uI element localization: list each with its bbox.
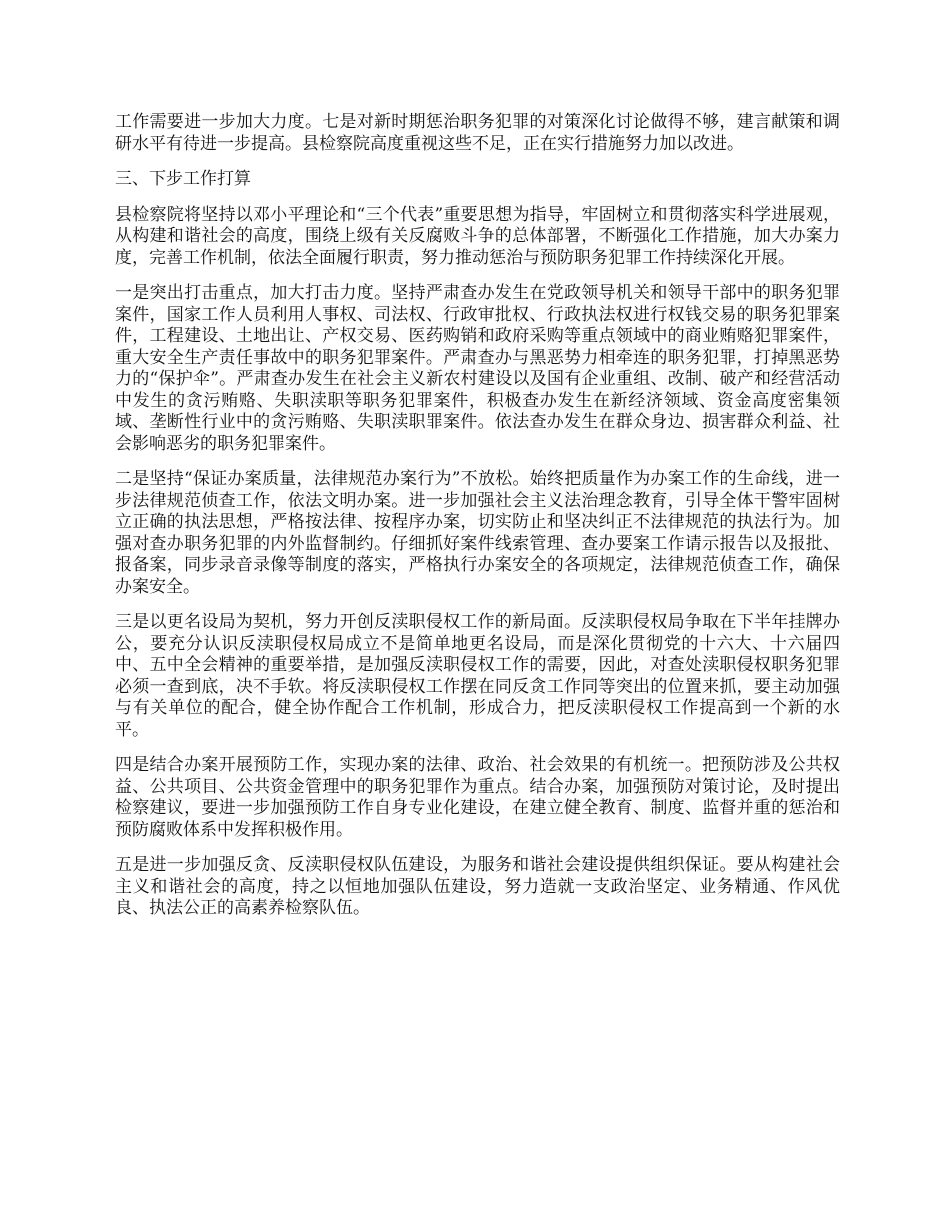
paragraph-overview: 县检察院将坚持以邓小平理论和“三个代表”重要思想为指导，牢固树立和贯彻落实科学进展观，从构建和谐社会的高度，围绕上级有关反腐败斗争的总体部署，不断强化工作措施，加大办案力度，完善工作机制，依法全面履行职责，努力推动惩治与预防职务犯罪工作持续深化开展。 <box>115 204 840 268</box>
document-page <box>115 112 840 934</box>
paragraph-point-one: 一是突出打击重点，加大打击力度。坚持严肃查办发生在党政领导机关和领导干部中的职务犯罪案件，国家工作人员利用人事权、司法权、行政审批权、行政执法权进行权钱交易的职务犯罪案件，工程建设、土地出让、产权交易、医药购销和政府采购等重点领域中的商业贿赂犯罪案件，重大安全生产责任事故中的职务犯罪案件。严肃查办与黑恶势力相牵连的职务犯罪，打掉黑恶势力的“保护伞”。严肃查办发生在社会主义新农村建设以及国有企业重组、改制、破产和经营活动中发生的贪污贿赂、失职渎职等职务犯罪案件，积极查办发生在新经济领域、资金高度密集领域、垄断性行业中的贪污贿赂、失职渎职罪案件。依法查办发生在群众身边、损害群众利益、社会影响恶劣的职务犯罪案件。 <box>115 283 840 454</box>
paragraph-point-four: 四是结合办案开展预防工作，实现办案的法律、政治、社会效果的有机统一。把预防涉及公共权益、公共项目、公共资金管理中的职务犯罪作为重点。结合办案，加强预防对策讨论，及时提出检察建议，要进一步加强预防工作自身专业化建设，在建立健全教育、制度、监督并重的惩治和预防腐败体系中发挥积极作用。 <box>115 755 840 840</box>
paragraph-point-two: 二是坚持“保证办案质量，法律规范办案行为”不放松。始终把质量作为办案工作的生命线，进一步法律规范侦查工作，依法文明办案。进一步加强社会主义法治理念教育，引导全体干警牢固树立正确的执法思想，严格按法律、按程序办案，切实防止和坚决纠正不法律规范的执法行为。加强对查办职务犯罪的内外监督制约。仔细抓好案件线索管理、查办要案工作请示报告以及报批、报备案，同步录音录像等制度的落实，严格执行办案安全的各项规定，法律规范侦查工作，确保办案安全。 <box>115 469 840 597</box>
section-heading-next-steps: 三、下步工作打算 <box>115 169 251 189</box>
paragraph-intro-continuation: 工作需要进一步加大力度。七是对新时期惩治职务犯罪的对策深化讨论做得不够，建言献策和调研水平有待进一步提高。县检察院高度重视这些不足，正在实行措施努力加以改进。 <box>115 112 840 154</box>
paragraph-point-three: 三是以更名设局为契机，努力开创反渎职侵权工作的新局面。反渎职侵权局争取在下半年挂牌办公，要充分认识反渎职侵权局成立不是简单地更名设局，而是深化贯彻党的十六大、十六届四中、五中全会精神的重要举措，是加强反渎职侵权工作的需要，因此，对查处渎职侵权职务犯罪必须一查到底，决不手软。将反渎职侵权工作摆在同反贪工作同等突出的位置来抓，要主动加强与有关单位的配合，健全协作配合工作机制，形成合力，把反渎职侵权工作提高到一个新的水平。 <box>115 612 840 740</box>
paragraph-point-five: 五是进一步加强反贪、反渎职侵权队伍建设，为服务和谐社会建设提供组织保证。要从构建社会主义和谐社会的高度，持之以恒地加强队伍建设，努力造就一支政治坚定、业务精通、作风优良、执法公正的高素养检察队伍。 <box>115 855 840 918</box>
